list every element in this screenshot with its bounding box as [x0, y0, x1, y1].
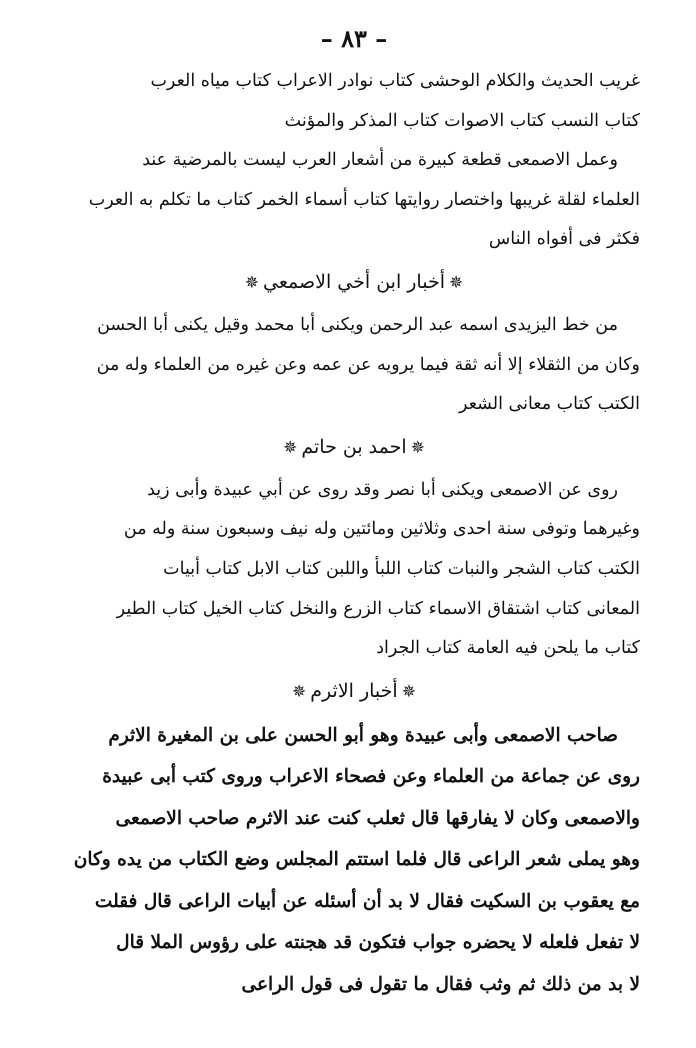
paragraph: [68, 141, 640, 260]
ornament-icon: ✵: [283, 437, 298, 458]
ornament-icon: ✵: [448, 272, 464, 293]
page-body: [68, 62, 640, 1005]
text-line: فكثر فى أفواه الناس: [488, 229, 640, 250]
ornament-icon: ✵: [292, 681, 307, 702]
text-line: وهو يملى شعر الراعى قال فلما استتم المجلس وضع الكتاب من يده وكان: [73, 849, 640, 871]
text-line: غريب الحديث والكلام الوحشى كتاب نوادر الاعراب كتاب مياه العرب: [150, 71, 640, 91]
paragraph: [68, 715, 640, 1006]
section: [68, 671, 640, 1006]
section-heading-text: أخبار ابن أخي الاصمعي: [263, 270, 445, 293]
text-line: المعانى كتاب اشتقاق الاسماء كتاب الزرع والنخل كتاب الخيل كتاب الطير: [116, 598, 640, 619]
section-heading-text: احمد بن حاتم: [301, 435, 407, 458]
page-number: – ٨٣ –: [320, 24, 388, 53]
paragraph: [68, 62, 640, 141]
ornament-icon: ✵: [401, 681, 416, 702]
paragraph: [68, 471, 640, 669]
text-line: مع يعقوب بن السكيت فقال لا بد أن أسئله عن أبيات الراعى قال فقلت: [94, 890, 640, 912]
section: [68, 427, 640, 669]
text-line: لا تفعل فلعله لا يحضره جواب فتكون قد هجنته على رؤوس الملا قال: [116, 932, 640, 954]
section-heading: [68, 262, 640, 302]
paragraph: [68, 306, 640, 425]
book-page: [68, 22, 640, 1028]
text-line: لا بد من ذلك ثم وثب فقال ما تقول فى قول الراعى: [241, 973, 640, 995]
ornament-icon: ✵: [244, 272, 260, 293]
text-line: كتاب ما يلحن فيه العامة كتاب الجراد: [376, 638, 640, 659]
text-line: كتاب النسب كتاب الاصوات كتاب المذكر والمؤنث: [284, 110, 640, 131]
text-line: روى عن جماعة من العلماء وعن فصحاء الاعراب وروى كتب أبى عبيدة: [102, 766, 640, 788]
text-line: وكان من الثقلاء إلا أنه ثقة فيما يرويه عن عمه وعن غيره من العلماء وله من: [96, 354, 640, 375]
text-line: من خط اليزيدى اسمه عبد الرحمن ويكنى أبا محمد وقيل يكنى أبا الحسن: [97, 314, 618, 335]
section: [68, 262, 640, 425]
text-line: صاحب الاصمعى وأبى عبيدة وهو أبو الحسن على بن المغيرة الاثرم: [108, 724, 618, 746]
text-line: العلماء لقلة غريبها واختصار روايتها كتاب أسماء الخمر كتاب ما تكلم به العرب: [88, 189, 640, 210]
ornament-icon: ✵: [410, 437, 425, 458]
section-heading: [68, 671, 640, 711]
text-line: وعمل الاصمعى قطعة كبيرة من أشعار العرب ليست بالمرضية عند: [142, 150, 618, 171]
text-line: الكتب كتاب الشجر والنبات كتاب اللبأ واللبن كتاب الابل كتاب أبيات: [163, 558, 640, 579]
text-line: وغيرهما وتوفى سنة احدى وثلاثين ومائتين وله نيف وسبعون سنة وله من: [123, 519, 640, 540]
section: [68, 62, 640, 260]
text-line: والاصمعى وكان لا يفارقها قال ثعلب كنت عند الاثرم صاحب الاصمعى: [115, 807, 640, 829]
text-line: روى عن الاصمعى ويكنى أبا نصر وقد روى عن أبي عبيدة وأبى زيد: [147, 479, 618, 500]
text-line: الكتب كتاب معانى الشعر: [459, 394, 640, 415]
section-heading-text: أخبار الاثرم: [310, 679, 398, 702]
section-heading: [68, 427, 640, 467]
